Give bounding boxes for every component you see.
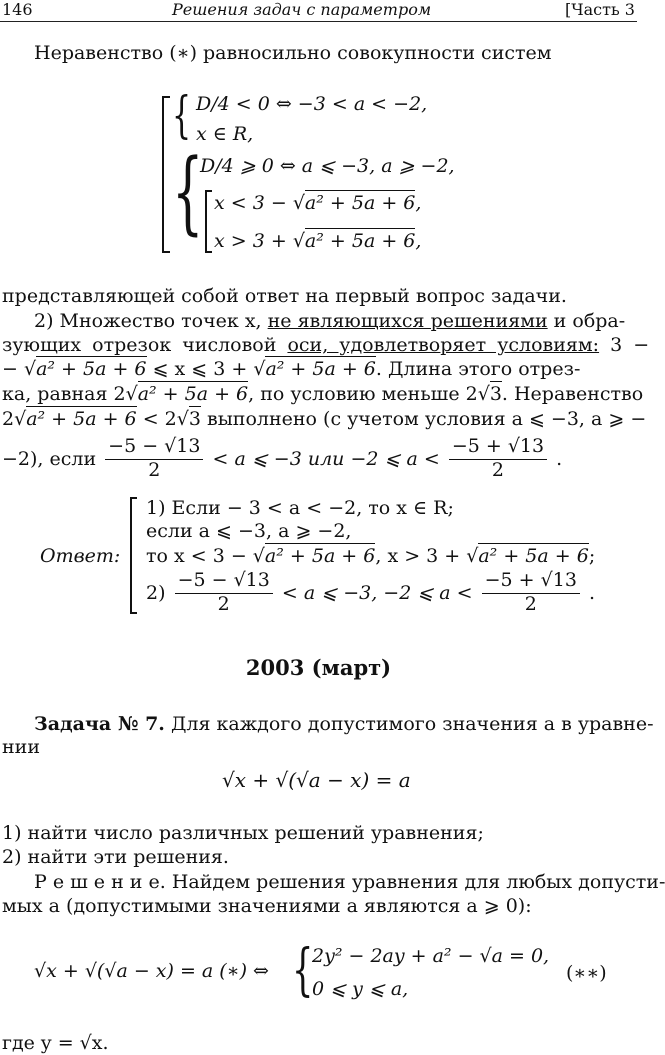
answer-line3: то x < 3 − √a² + 5a + 6, x > 3 + √a² + 5a + 6; bbox=[146, 545, 596, 567]
solution-line1: Р е ш е н и е. Найдем решения уравнения для любых допусти- bbox=[34, 871, 665, 893]
sys1-line1: D/4 < 0 ⇔ −3 < a < −2, bbox=[196, 93, 428, 115]
para2-line4: ка, равная 2√a² + 5a + 6, по условию меньше 2√3. Неравенство bbox=[2, 383, 644, 405]
sys1-line2: x ∈ R, bbox=[196, 123, 254, 145]
equation-tag: (∗∗) bbox=[566, 962, 607, 984]
problem-line1: Задача № 7. Для каждого допустимого значения a в уравне- bbox=[34, 713, 654, 735]
problem-line2: нии bbox=[2, 736, 40, 758]
problem-label: Задача № 7. bbox=[34, 713, 165, 735]
outer-bracket bbox=[162, 96, 164, 252]
para2-line3: − √a² + 5a + 6 ⩽ x ⩽ 3 + √a² + 5a + 6. Длина этого отрез- bbox=[2, 358, 581, 380]
answer-bracket bbox=[130, 497, 132, 613]
problem-equation: √x + √(√a − x) = a bbox=[222, 768, 411, 792]
fraction: $\frac{-5 + √13}{2}$ bbox=[482, 570, 580, 616]
part-label: [Часть 3 bbox=[565, 0, 635, 19]
para2-line6: −2), если $\frac{-5 - √13}{2}$ < a ⩽ −3 или −2 ⩽ a < $\frac{-5 + √13}{2}$ . bbox=[2, 435, 563, 481]
equivalence-sys2: 0 ⩽ y ⩽ a, bbox=[312, 978, 409, 1000]
problem-item2: 2) найти эти решения. bbox=[2, 846, 229, 868]
sys2-line1: D/4 ⩾ 0 ⇔ a ⩽ −3, a ⩾ −2, bbox=[200, 155, 455, 177]
fraction: $\frac{-5 - √13}{2}$ bbox=[105, 436, 203, 482]
running-header bbox=[0, 0, 637, 22]
para2-line2: зующих отрезок числовой оси, удовлетворяет условиям: 3 − bbox=[2, 334, 650, 356]
running-title: Решения задач с параметром bbox=[172, 0, 432, 19]
equivalence-left: √x + √(√a − x) = a (∗) ⇔ bbox=[34, 960, 269, 982]
answer-label: Ответ: bbox=[40, 545, 121, 567]
answer-line1: 1) Если − 3 < a < −2, то x ∈ R; bbox=[146, 497, 454, 519]
equivalence-brace: { bbox=[292, 938, 314, 1003]
fraction: $\frac{-5 + √13}{2}$ bbox=[449, 436, 547, 482]
para1: представляющей собой ответ на первый вопрос задачи. bbox=[2, 285, 567, 307]
section-title: 2003 (март) bbox=[245, 655, 392, 680]
inner-bracket bbox=[205, 190, 207, 252]
brace-2: { bbox=[172, 140, 204, 245]
answer-line4: 2) $\frac{-5 - √13}{2}$ < a ⩽ −3, −2 ⩽ a < $\frac{-5 + √13}{2}$ . bbox=[146, 569, 596, 615]
sys2-option2: x > 3 + √a² + 5a + 6, bbox=[214, 230, 422, 252]
intro-text: Неравенство (∗) равносильно совокупности систем bbox=[34, 42, 552, 64]
where-line: где y = √x. bbox=[2, 1032, 109, 1054]
para2-line5: 2√a² + 5a + 6 < 2√3 выполнено (с учетом условия a ⩽ −3, a ⩾ − bbox=[2, 408, 647, 430]
problem-item1: 1) найти число различных решений уравнения; bbox=[2, 822, 484, 844]
equivalence-sys1: 2y² − 2ay + a² − √a = 0, bbox=[312, 945, 550, 967]
solution-line2: мых a (допустимыми значениями a являются a ⩾ 0): bbox=[2, 895, 532, 917]
fraction: $\frac{-5 - √13}{2}$ bbox=[175, 570, 273, 616]
para2-line1: 2) Множество точек x, не являющихся решениями и обра- bbox=[34, 310, 626, 332]
brace-1: { bbox=[172, 86, 192, 144]
page-number: 146 bbox=[2, 0, 33, 19]
answer-line2: если a ⩽ −3, a ⩾ −2, bbox=[146, 520, 352, 542]
sys2-option1: x < 3 − √a² + 5a + 6, bbox=[214, 192, 422, 214]
